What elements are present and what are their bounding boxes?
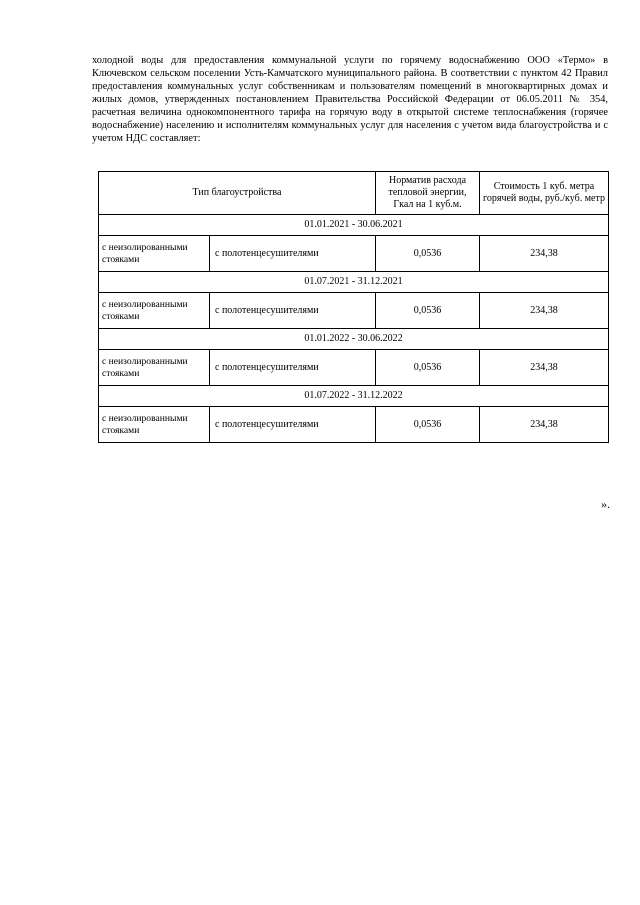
period-label: 01.01.2022 - 30.06.2022 <box>99 329 609 350</box>
period-row <box>99 329 609 350</box>
cell-type1: с неизолированными стояками <box>99 350 210 386</box>
header-cost: Стоимость 1 куб. метра горячей воды, руб./куб. метр <box>480 172 609 215</box>
cell-cost: 234,38 <box>480 236 609 272</box>
period-label: 01.07.2021 - 31.12.2021 <box>99 272 609 293</box>
table-row <box>99 293 609 329</box>
period-label: 01.07.2022 - 31.12.2022 <box>99 386 609 407</box>
table-header-row <box>99 172 609 215</box>
cell-norm: 0,0536 <box>376 350 480 386</box>
cell-type1: с неизолированными стояками <box>99 236 210 272</box>
period-row <box>99 215 609 236</box>
tariff-table <box>98 171 609 443</box>
header-type: Тип благоустройства <box>99 172 376 215</box>
cell-norm: 0,0536 <box>376 407 480 443</box>
cell-type1: с неизолированными стояками <box>99 293 210 329</box>
period-label: 01.01.2021 - 30.06.2021 <box>99 215 609 236</box>
closing-quote-mark: ». <box>601 497 610 511</box>
cell-norm: 0,0536 <box>376 293 480 329</box>
table-row <box>99 350 609 386</box>
cell-type2: с полотенцесушителями <box>210 236 376 272</box>
cell-type2: с полотенцесушителями <box>210 407 376 443</box>
table-row <box>99 407 609 443</box>
table-row <box>99 236 609 272</box>
period-row <box>99 272 609 293</box>
intro-paragraph: холодной воды для предоставления коммунальной услуги по горячему водоснабжению ООО «Термо» в Ключевском сельском поселении Усть-Камчатского муниципального района. В соответствии с пунктом 42 Правил предоставления коммунальных услуг собственникам и пользователям помещений в многоквартирных домах и жилых домов, утвержденных постановлением Правительства Российской Федерации от 06.05.2011 № 354, расчетная величина однокомпонентного тарифа на горячую воду в открытой системе теплоснабжения (горячее водоснабжение) населению и исполнителям коммунальных услуг для населения с учетом вида благоустройства и с учетом НДС составляет: <box>92 55 608 144</box>
header-norm: Норматив расхода тепловой энергии, Гкал на 1 куб.м. <box>376 172 480 215</box>
period-row <box>99 386 609 407</box>
cell-norm: 0,0536 <box>376 236 480 272</box>
cell-type1: с неизолированными стояками <box>99 407 210 443</box>
document-page <box>92 54 608 145</box>
cell-cost: 234,38 <box>480 350 609 386</box>
cell-cost: 234,38 <box>480 407 609 443</box>
cell-type2: с полотенцесушителями <box>210 293 376 329</box>
cell-cost: 234,38 <box>480 293 609 329</box>
cell-type2: с полотенцесушителями <box>210 350 376 386</box>
